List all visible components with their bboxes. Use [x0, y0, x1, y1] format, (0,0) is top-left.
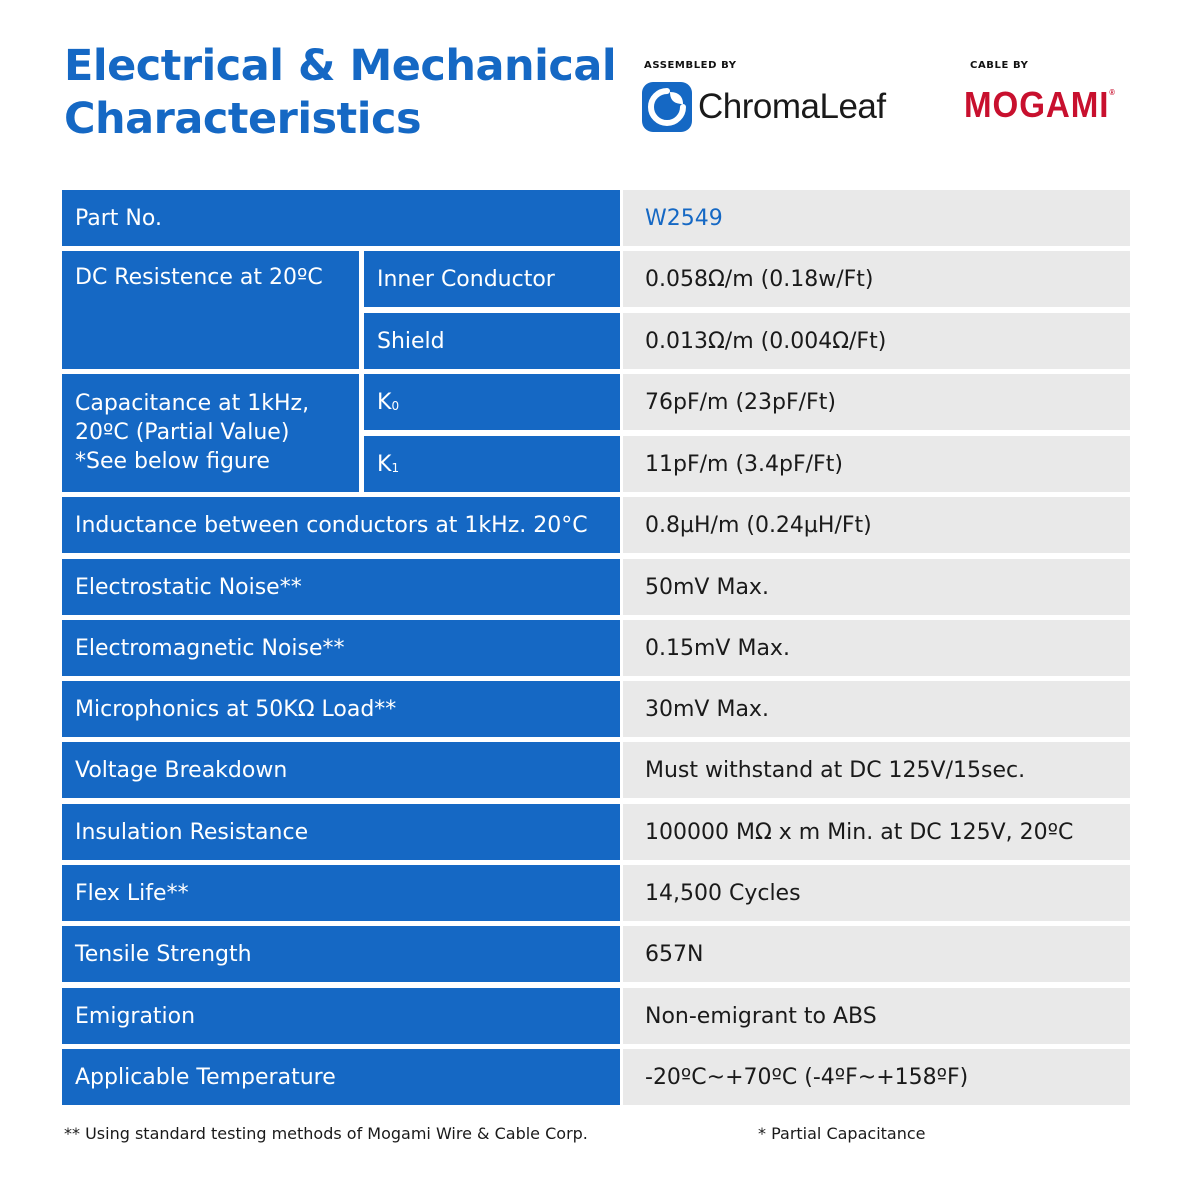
microphonics-value: 30mV Max.	[623, 681, 1130, 737]
assembled-by-label: ASSEMBLED BY	[644, 60, 737, 71]
tensile-strength-label: Tensile Strength	[62, 926, 620, 982]
k1-subscript: 1	[391, 461, 400, 475]
inner-conductor-label: Inner Conductor	[364, 251, 620, 307]
dc-resistance-label: DC Resistence at 20ºC	[62, 251, 359, 369]
k0-subscript: 0	[391, 399, 400, 413]
chromaleaf-wordmark: ChromaLeaf	[698, 87, 886, 126]
cable-by-label: CABLE BY	[970, 60, 1029, 71]
capacitance-label-line-2: 20ºC (Partial Value)	[75, 420, 290, 445]
inductance-label: Inductance between conductors at 1kHz. 20°C	[62, 497, 620, 553]
electrostatic-noise-value: 50mV Max.	[623, 559, 1130, 615]
electromagnetic-noise-label: Electromagnetic Noise**	[62, 620, 620, 676]
testing-footnote: ** Using standard testing methods of Mogami Wire & Cable Corp.	[64, 1124, 588, 1143]
part-no-value: W2549	[623, 190, 1130, 246]
page-title	[64, 40, 616, 146]
inductance-value: 0.8µH/m (0.24µH/Ft)	[623, 497, 1130, 553]
chromaleaf-logo	[642, 82, 886, 132]
voltage-breakdown-label: Voltage Breakdown	[62, 742, 620, 798]
insulation-resistance-value: 100000 MΩ x m Min. at DC 125V, 20ºC	[623, 804, 1130, 860]
flex-life-label: Flex Life**	[62, 865, 620, 921]
temperature-value: -20ºC~+70ºC (-4ºF~+158ºF)	[623, 1049, 1130, 1105]
electrostatic-noise-label: Electrostatic Noise**	[62, 559, 620, 615]
shield-label: Shield	[364, 313, 620, 369]
k1-value: 11pF/m (3.4pF/Ft)	[623, 436, 1130, 492]
chromaleaf-leaf-icon	[642, 82, 692, 132]
k1-base: K	[377, 451, 392, 477]
part-no-label: Part No.	[62, 190, 620, 246]
electromagnetic-noise-value: 0.15mV Max.	[623, 620, 1130, 676]
k0-base: K	[377, 389, 392, 415]
microphonics-label: Microphonics at 50KΩ Load**	[62, 681, 620, 737]
k0-value: 76pF/m (23pF/Ft)	[623, 374, 1130, 430]
capacitance-label-line-1: Capacitance at 1kHz,	[75, 391, 310, 416]
registered-mark: ®	[1109, 88, 1115, 97]
insulation-resistance-label: Insulation Resistance	[62, 804, 620, 860]
flex-life-value: 14,500 Cycles	[623, 865, 1130, 921]
emigration-value: Non-emigrant to ABS	[623, 988, 1130, 1044]
capacitance-label-line-3: *See below figure	[75, 449, 270, 474]
partial-capacitance-footnote: * Partial Capacitance	[758, 1124, 926, 1143]
voltage-breakdown-value: Must withstand at DC 125V/15sec.	[623, 742, 1130, 798]
emigration-label: Emigration	[62, 988, 620, 1044]
capacitance-label	[62, 374, 359, 492]
shield-value: 0.013Ω/m (0.004Ω/Ft)	[623, 313, 1130, 369]
k1-label	[364, 436, 620, 492]
tensile-strength-value: 657N	[623, 926, 1130, 982]
temperature-label: Applicable Temperature	[62, 1049, 620, 1105]
mogami-wordmark: MOGAMI	[964, 84, 1110, 125]
title-line-2: Characteristics	[64, 94, 422, 144]
inner-conductor-value: 0.058Ω/m (0.18w/Ft)	[623, 251, 1130, 307]
mogami-logo	[964, 84, 1115, 126]
title-line-1: Electrical & Mechanical	[64, 41, 617, 91]
k0-label	[364, 374, 620, 430]
